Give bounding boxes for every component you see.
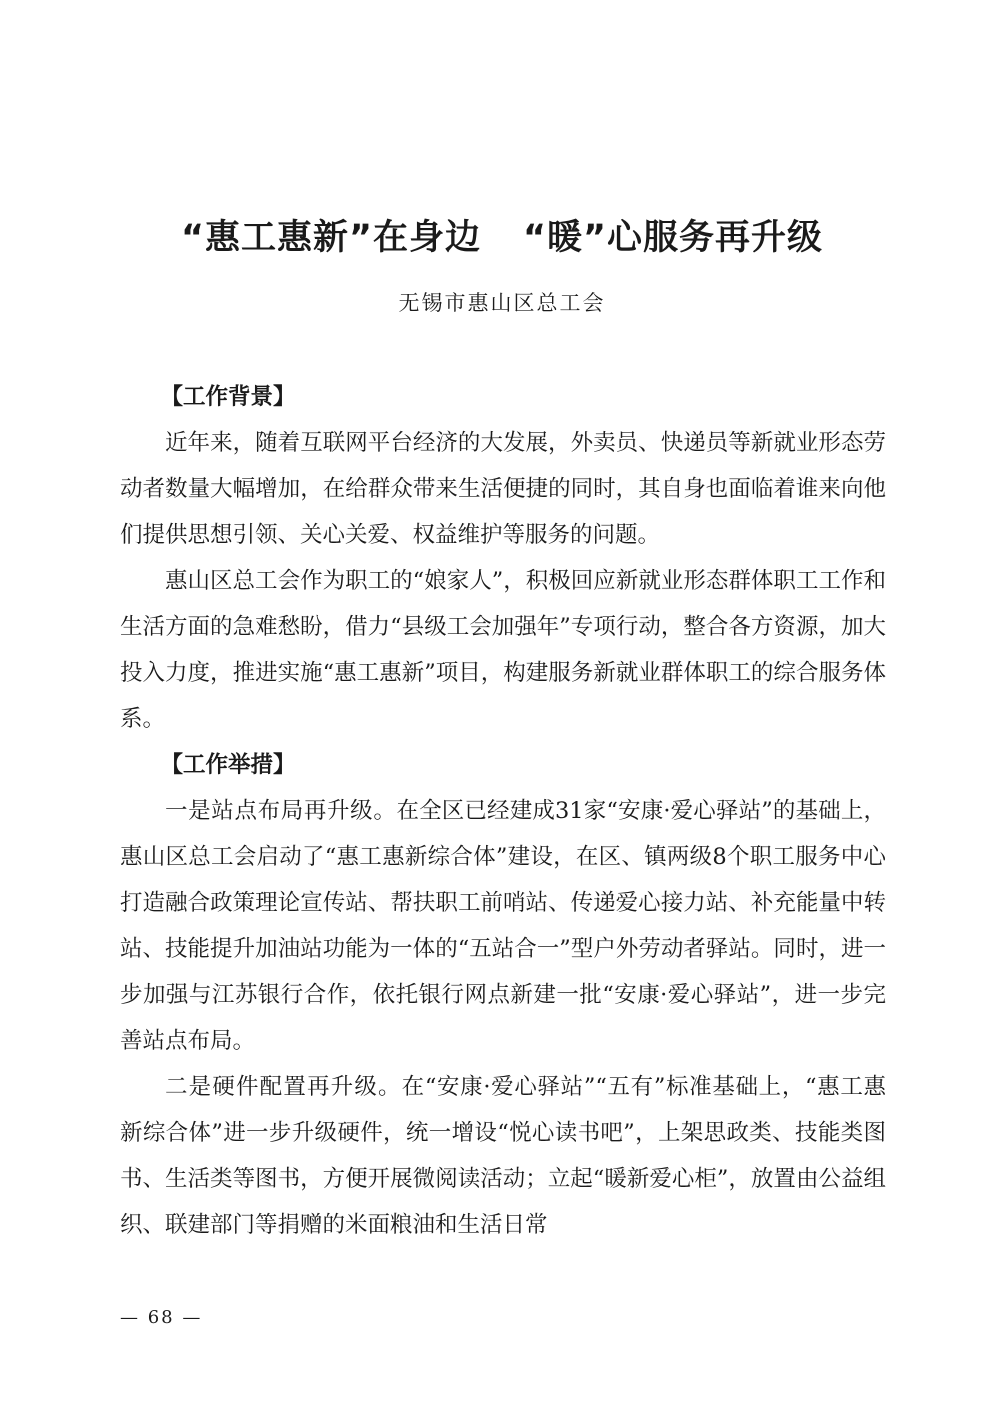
title-part-2: “暖”心服务再升级 <box>523 218 824 258</box>
measure-1-lead: 一是站点布局再升级。 <box>165 798 397 824</box>
section-heading-background: 【工作背景】 <box>160 384 296 410</box>
document-title <box>0 212 1004 264</box>
paragraph-measure-1 <box>120 788 886 1064</box>
measure-2-lead: 二是硬件配置再升级。 <box>165 1074 402 1100</box>
document-body <box>120 374 886 1248</box>
page-number: — 68 — <box>120 1307 203 1328</box>
paragraph-measure-2 <box>120 1064 886 1248</box>
paragraph-background-2: 惠山区总工会作为职工的“娘家人”，积极回应新就业形态群体职工工作和生活方面的急难愁盼，借力“县级工会加强年”专项行动，整合各方资源，加大投入力度，推进实施“惠工惠新”项目，构建服务新就业群体职工的综合服务体系。 <box>120 568 886 732</box>
measure-1-text: 在全区已经建成31家“安康·爱心驿站”的基础上，惠山区总工会启动了“惠工惠新综合体”建设，在区、镇两级8个职工服务中心打造融合政策理论宣传站、帮扶职工前哨站、传递爱心接力站、补充能量中转站、技能提升加油站功能为一体的“五站合一”型户外劳动者驿站。同时，进一步加强与江苏银行合作，依托银行网点新建一批“安康·爱心驿站”，进一步完善站点布局。 <box>120 798 886 1054</box>
paragraph-background-1: 近年来，随着互联网平台经济的大发展，外卖员、快递员等新就业形态劳动者数量大幅增加，在给群众带来生活便捷的同时，其自身也面临着谁来向他们提供思想引领、关心关爱、权益维护等服务的问题。 <box>120 430 886 548</box>
section-heading-measures: 【工作举措】 <box>160 752 296 778</box>
measure-2-text: 在“安康·爱心驿站”“五有”标准基础上，“惠工惠新综合体”进一步升级硬件，统一增设“悦心读书吧”，上架思政类、技能类图书、生活类等图书，方便开展微阅读活动；立起“暖新爱心柜”，放置由公益组织、联建部门等捐赠的米面粮油和生活日常 <box>120 1074 886 1238</box>
author-line: 无锡市惠山区总工会 <box>398 291 606 315</box>
title-part-1: “惠工惠新”在身边 <box>180 218 481 258</box>
